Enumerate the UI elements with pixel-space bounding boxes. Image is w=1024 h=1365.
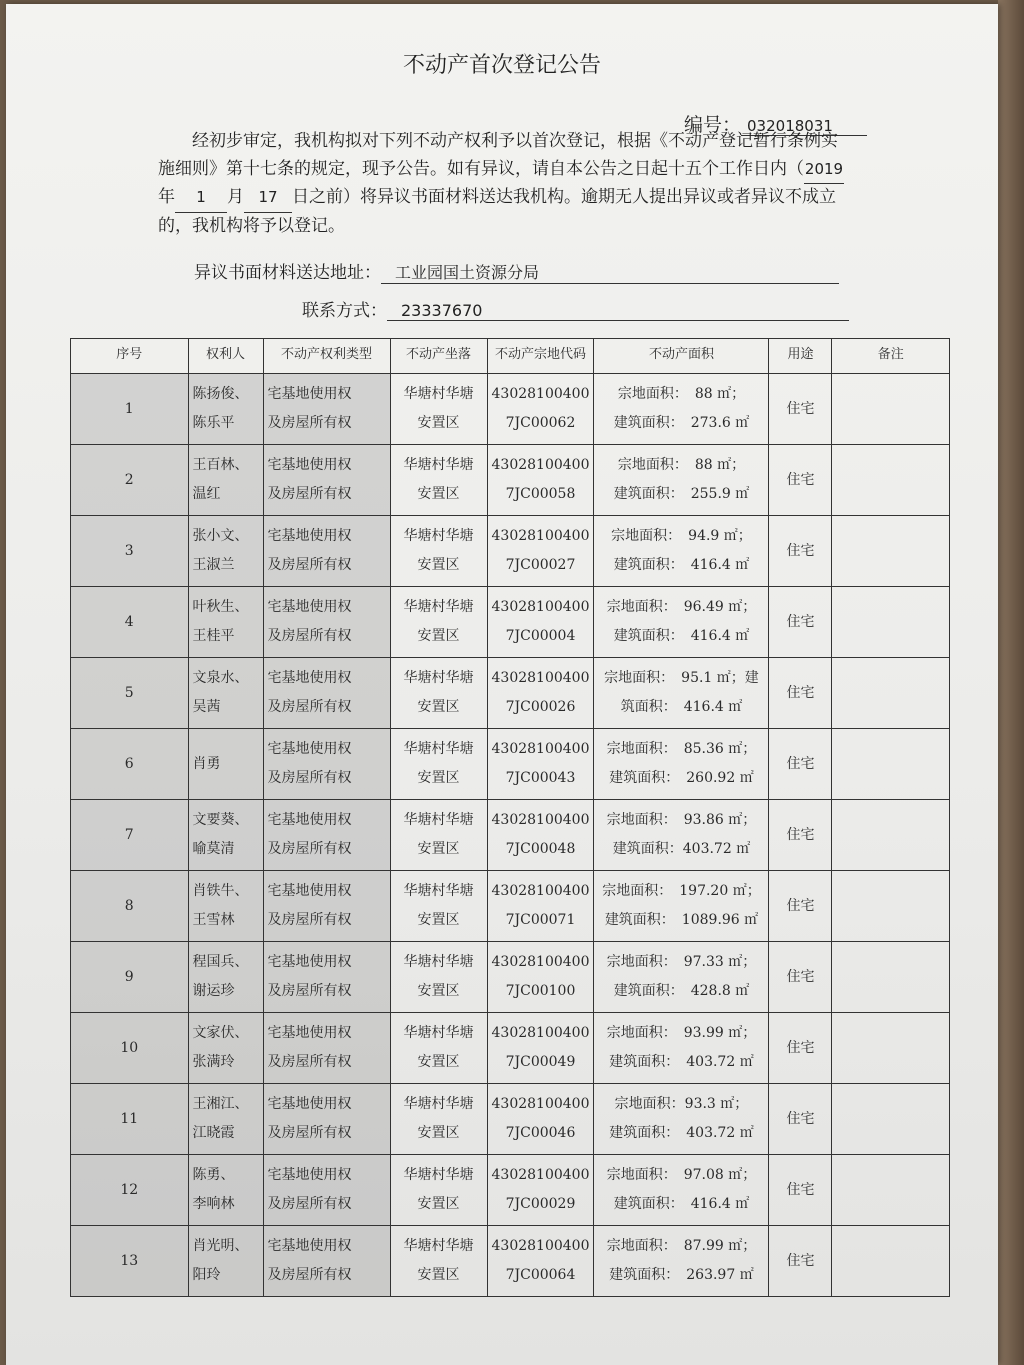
location-line-1: 华塘村华塘 bbox=[403, 1238, 474, 1254]
building-area: 建筑面积：403.72 ㎡ bbox=[612, 841, 751, 857]
owner-line-1: 陈勇、 bbox=[192, 1167, 235, 1183]
row-owner bbox=[188, 1155, 263, 1226]
table-row bbox=[71, 800, 950, 871]
table-row bbox=[71, 1226, 950, 1297]
location-line-2: 安置区 bbox=[417, 1267, 460, 1283]
code-line-2: 7JC00004 bbox=[505, 628, 576, 644]
code-line-2: 7JC00058 bbox=[505, 486, 576, 502]
location-line-2: 安置区 bbox=[417, 486, 460, 502]
type-line-1: 宅基地使用权 bbox=[267, 1238, 352, 1254]
building-area: 建筑面积： 263.97 ㎡ bbox=[609, 1267, 754, 1283]
para-line-2: 施细则》第十七条的规定，现予公告。如有异议，请自本公告之日起十五个工作日内（2019 bbox=[158, 156, 878, 185]
owner-line-1: 陈扬俊、 bbox=[192, 386, 249, 402]
land-area: 宗地面积： 88 ㎡； bbox=[617, 457, 746, 473]
row-note bbox=[832, 516, 950, 587]
type-line-1: 宅基地使用权 bbox=[267, 670, 352, 686]
row-right-type bbox=[263, 800, 390, 871]
building-area: 建筑面积： 255.9 ㎡ bbox=[613, 486, 750, 502]
row-area bbox=[594, 1155, 769, 1226]
owner-line-1: 肖勇 bbox=[192, 755, 221, 772]
code-line-1: 43028100400 bbox=[491, 457, 590, 473]
code-line-1: 43028100400 bbox=[491, 599, 590, 615]
building-area: 建筑面积： 273.6 ㎡ bbox=[613, 415, 750, 431]
location-line-1: 华塘村华塘 bbox=[403, 599, 474, 615]
code-line-2: 7JC00048 bbox=[505, 841, 576, 857]
header-location: 不动产坐落 bbox=[390, 339, 487, 374]
row-parcel-code bbox=[487, 800, 594, 871]
land-area: 宗地面积： 197.20 ㎡； bbox=[602, 883, 761, 899]
row-use: 住宅 bbox=[769, 587, 832, 658]
code-line-1: 43028100400 bbox=[491, 670, 590, 686]
row-owner bbox=[188, 729, 263, 800]
row-use: 住宅 bbox=[769, 1013, 832, 1084]
land-area: 宗地面积： 88 ㎡； bbox=[617, 386, 746, 402]
owner-line-2: 江晓霞 bbox=[192, 1125, 235, 1141]
row-location bbox=[390, 374, 487, 445]
row-use: 住宅 bbox=[769, 942, 832, 1013]
row-owner bbox=[188, 942, 263, 1013]
type-line-2: 及房屋所有权 bbox=[267, 983, 352, 999]
row-area bbox=[594, 871, 769, 942]
row-right-type bbox=[263, 516, 390, 587]
row-owner bbox=[188, 1226, 263, 1297]
building-area: 建筑面积： 416.4 ㎡ bbox=[613, 1196, 750, 1212]
deadline-month: 1 bbox=[175, 184, 227, 213]
location-line-1: 华塘村华塘 bbox=[403, 1025, 474, 1041]
row-note bbox=[832, 1155, 950, 1226]
type-line-1: 宅基地使用权 bbox=[267, 528, 352, 544]
row-owner bbox=[188, 1013, 263, 1084]
type-line-2: 及房屋所有权 bbox=[267, 1125, 352, 1141]
row-parcel-code bbox=[487, 1084, 594, 1155]
row-right-type bbox=[263, 1013, 390, 1084]
location-line-1: 华塘村华塘 bbox=[403, 1167, 474, 1183]
row-use: 住宅 bbox=[769, 729, 832, 800]
row-right-type bbox=[263, 942, 390, 1013]
row-location bbox=[390, 800, 487, 871]
row-seq: 3 bbox=[71, 516, 189, 587]
land-area: 宗地面积： 97.08 ㎡； bbox=[606, 1167, 757, 1183]
row-location bbox=[390, 1013, 487, 1084]
row-seq: 1 bbox=[71, 374, 189, 445]
table-header-row bbox=[71, 339, 950, 374]
row-note bbox=[832, 871, 950, 942]
contact-line bbox=[302, 296, 849, 321]
location-line-2: 安置区 bbox=[417, 557, 460, 573]
type-line-1: 宅基地使用权 bbox=[267, 1096, 352, 1112]
para-line-1: 经初步审定，我机构拟对下列不动产权利予以首次登记，根据《不动产登记暂行条例实 bbox=[192, 131, 838, 151]
row-right-type bbox=[263, 1226, 390, 1297]
owner-line-1: 王湘江、 bbox=[192, 1096, 249, 1112]
row-owner bbox=[188, 1084, 263, 1155]
building-area: 建筑面积： 416.4 ㎡ bbox=[613, 628, 750, 644]
owner-line-2: 王桂平 bbox=[192, 628, 235, 644]
deadline-year: 2019 bbox=[804, 156, 844, 185]
land-area: 宗地面积： 97.33 ㎡； bbox=[606, 954, 757, 970]
row-parcel-code bbox=[487, 1013, 594, 1084]
land-area: 宗地面积： 85.36 ㎡； bbox=[606, 741, 757, 757]
row-location bbox=[390, 445, 487, 516]
registration-table bbox=[70, 338, 950, 1297]
land-area: 宗地面积： 96.49 ㎡； bbox=[606, 599, 757, 615]
code-line-1: 43028100400 bbox=[491, 1025, 590, 1041]
building-area: 建筑面积： 403.72 ㎡ bbox=[609, 1125, 754, 1141]
para-line-3: 年 1 月 17 日之前）将异议书面材料送达我机构。逾期无人提出异议或者异议不成立 bbox=[158, 184, 878, 213]
row-area bbox=[594, 587, 769, 658]
owner-line-2: 王雪林 bbox=[192, 912, 235, 928]
row-owner bbox=[188, 658, 263, 729]
row-use: 住宅 bbox=[769, 871, 832, 942]
row-seq: 5 bbox=[71, 658, 189, 729]
location-line-1: 华塘村华塘 bbox=[403, 457, 474, 473]
location-line-2: 安置区 bbox=[417, 841, 460, 857]
land-area: 宗地面积： 93.99 ㎡； bbox=[606, 1025, 757, 1041]
type-line-2: 及房屋所有权 bbox=[267, 628, 352, 644]
table-row bbox=[71, 516, 950, 587]
land-area: 宗地面积： 94.9 ㎡； bbox=[611, 528, 752, 544]
type-line-2: 及房屋所有权 bbox=[267, 841, 352, 857]
type-line-2: 及房屋所有权 bbox=[267, 770, 352, 786]
location-line-1: 华塘村华塘 bbox=[403, 670, 474, 686]
location-line-2: 安置区 bbox=[417, 770, 460, 786]
row-area bbox=[594, 1013, 769, 1084]
code-line-2: 7JC00071 bbox=[505, 912, 576, 928]
row-use: 住宅 bbox=[769, 374, 832, 445]
row-use: 住宅 bbox=[769, 445, 832, 516]
row-use: 住宅 bbox=[769, 516, 832, 587]
code-line-2: 7JC00027 bbox=[505, 557, 576, 573]
owner-line-2: 阳玲 bbox=[192, 1267, 221, 1283]
type-line-1: 宅基地使用权 bbox=[267, 599, 352, 615]
code-line-2: 7JC00043 bbox=[505, 770, 576, 786]
address-value: 工业园国土资源分局 bbox=[381, 260, 839, 284]
header-type: 不动产权利类型 bbox=[263, 339, 390, 374]
row-area bbox=[594, 445, 769, 516]
type-line-1: 宅基地使用权 bbox=[267, 1025, 352, 1041]
row-right-type bbox=[263, 658, 390, 729]
type-line-1: 宅基地使用权 bbox=[267, 741, 352, 757]
code-line-2: 7JC00100 bbox=[505, 983, 576, 999]
owner-line-1: 文泉水、 bbox=[192, 670, 249, 686]
header-use: 用途 bbox=[769, 339, 832, 374]
row-use: 住宅 bbox=[769, 800, 832, 871]
row-right-type bbox=[263, 1084, 390, 1155]
code-line-2: 7JC00029 bbox=[505, 1196, 576, 1212]
table-row bbox=[71, 445, 950, 516]
type-line-1: 宅基地使用权 bbox=[267, 386, 352, 402]
contact-value: 23337670 bbox=[387, 301, 849, 321]
row-parcel-code bbox=[487, 516, 594, 587]
location-line-2: 安置区 bbox=[417, 415, 460, 431]
row-seq: 11 bbox=[71, 1084, 189, 1155]
row-location bbox=[390, 587, 487, 658]
location-line-2: 安置区 bbox=[417, 1196, 460, 1212]
row-seq: 4 bbox=[71, 587, 189, 658]
row-note bbox=[832, 800, 950, 871]
row-parcel-code bbox=[487, 1155, 594, 1226]
code-line-1: 43028100400 bbox=[491, 954, 590, 970]
notice-paragraph bbox=[158, 128, 878, 240]
row-right-type bbox=[263, 1155, 390, 1226]
type-line-2: 及房屋所有权 bbox=[267, 912, 352, 928]
address-label: 异议书面材料送达地址： bbox=[194, 263, 381, 283]
table-row bbox=[71, 658, 950, 729]
table-row bbox=[71, 871, 950, 942]
row-location bbox=[390, 516, 487, 587]
code-line-2: 7JC00046 bbox=[505, 1125, 576, 1141]
owner-line-1: 肖铁牛、 bbox=[192, 883, 249, 899]
row-parcel-code bbox=[487, 729, 594, 800]
row-parcel-code bbox=[487, 1226, 594, 1297]
row-location bbox=[390, 1155, 487, 1226]
type-line-2: 及房屋所有权 bbox=[267, 557, 352, 573]
building-area: 建筑面积： 1089.96 ㎡ bbox=[604, 912, 759, 928]
owner-line-1: 程国兵、 bbox=[192, 954, 249, 970]
table-row bbox=[71, 374, 950, 445]
location-line-2: 安置区 bbox=[417, 699, 460, 715]
row-seq: 9 bbox=[71, 942, 189, 1013]
row-area bbox=[594, 658, 769, 729]
location-line-2: 安置区 bbox=[417, 1054, 460, 1070]
location-line-2: 安置区 bbox=[417, 1125, 460, 1141]
owner-line-2: 谢运珍 bbox=[192, 983, 235, 999]
code-line-2: 7JC00049 bbox=[505, 1054, 576, 1070]
owner-line-2: 陈乐平 bbox=[192, 415, 235, 431]
row-area bbox=[594, 374, 769, 445]
type-line-2: 及房屋所有权 bbox=[267, 1054, 352, 1070]
code-line-1: 43028100400 bbox=[491, 812, 590, 828]
row-seq: 6 bbox=[71, 729, 189, 800]
row-seq: 7 bbox=[71, 800, 189, 871]
row-parcel-code bbox=[487, 445, 594, 516]
row-area bbox=[594, 800, 769, 871]
type-line-1: 宅基地使用权 bbox=[267, 457, 352, 473]
row-owner bbox=[188, 800, 263, 871]
row-area bbox=[594, 942, 769, 1013]
row-seq: 2 bbox=[71, 445, 189, 516]
header-owner: 权利人 bbox=[188, 339, 263, 374]
building-area: 建筑面积： 428.8 ㎡ bbox=[613, 983, 750, 999]
type-line-2: 及房屋所有权 bbox=[267, 486, 352, 502]
owner-line-2: 温红 bbox=[192, 486, 221, 502]
code-line-1: 43028100400 bbox=[491, 528, 590, 544]
code-line-1: 43028100400 bbox=[491, 1238, 590, 1254]
row-note bbox=[832, 445, 950, 516]
header-area: 不动产面积 bbox=[594, 339, 769, 374]
land-area: 宗地面积： 87.99 ㎡； bbox=[606, 1238, 757, 1254]
row-area bbox=[594, 729, 769, 800]
location-line-2: 安置区 bbox=[417, 912, 460, 928]
row-owner bbox=[188, 516, 263, 587]
table-row bbox=[71, 729, 950, 800]
background-edge bbox=[998, 0, 1024, 1365]
location-line-1: 华塘村华塘 bbox=[403, 954, 474, 970]
building-area: 建筑面积： 260.92 ㎡ bbox=[609, 770, 754, 786]
location-line-1: 华塘村华塘 bbox=[403, 528, 474, 544]
table-row bbox=[71, 1084, 950, 1155]
address-line bbox=[194, 258, 839, 284]
land-area: 宗地面积： 95.1 ㎡；建 bbox=[604, 670, 759, 686]
owner-line-2: 李响林 bbox=[192, 1196, 235, 1212]
row-note bbox=[832, 587, 950, 658]
header-seq: 序号 bbox=[71, 339, 189, 374]
owner-line-1: 文家伏、 bbox=[192, 1025, 249, 1041]
row-owner bbox=[188, 587, 263, 658]
row-right-type bbox=[263, 871, 390, 942]
land-area: 宗地面积： 93.86 ㎡； bbox=[606, 812, 757, 828]
para-line-4: 的，我机构将予以登记。 bbox=[158, 215, 345, 236]
type-line-2: 及房屋所有权 bbox=[267, 1267, 352, 1283]
owner-line-2: 吴茜 bbox=[192, 699, 221, 715]
code-line-1: 43028100400 bbox=[491, 883, 590, 899]
building-area: 建筑面积： 416.4 ㎡ bbox=[613, 557, 750, 573]
row-right-type bbox=[263, 374, 390, 445]
row-use: 住宅 bbox=[769, 1155, 832, 1226]
table-row bbox=[71, 1155, 950, 1226]
row-area bbox=[594, 1084, 769, 1155]
type-line-1: 宅基地使用权 bbox=[267, 1167, 352, 1183]
code-line-2: 7JC00064 bbox=[505, 1267, 576, 1283]
row-right-type bbox=[263, 729, 390, 800]
row-location bbox=[390, 658, 487, 729]
code-line-2: 7JC00026 bbox=[505, 699, 576, 715]
type-line-2: 及房屋所有权 bbox=[267, 699, 352, 715]
code-line-1: 43028100400 bbox=[491, 1167, 590, 1183]
row-note bbox=[832, 942, 950, 1013]
row-right-type bbox=[263, 587, 390, 658]
code-line-1: 43028100400 bbox=[491, 386, 590, 402]
row-location bbox=[390, 871, 487, 942]
location-line-2: 安置区 bbox=[417, 983, 460, 999]
document-page bbox=[6, 4, 998, 1365]
row-location bbox=[390, 729, 487, 800]
contact-label: 联系方式： bbox=[302, 301, 387, 321]
owner-line-1: 王百林、 bbox=[192, 457, 249, 473]
row-parcel-code bbox=[487, 658, 594, 729]
row-note bbox=[832, 658, 950, 729]
type-line-1: 宅基地使用权 bbox=[267, 954, 352, 970]
page-title: 不动产首次登记公告 bbox=[402, 53, 601, 78]
header-note: 备注 bbox=[832, 339, 950, 374]
row-note bbox=[832, 729, 950, 800]
table-row bbox=[71, 942, 950, 1013]
location-line-1: 华塘村华塘 bbox=[403, 741, 474, 757]
code-line-2: 7JC00062 bbox=[505, 415, 576, 431]
owner-line-2: 张满玲 bbox=[192, 1054, 235, 1070]
row-use: 住宅 bbox=[769, 1084, 832, 1155]
type-line-1: 宅基地使用权 bbox=[267, 883, 352, 899]
row-seq: 13 bbox=[71, 1226, 189, 1297]
location-line-1: 华塘村华塘 bbox=[403, 812, 474, 828]
row-use: 住宅 bbox=[769, 1226, 832, 1297]
row-note bbox=[832, 374, 950, 445]
header-code: 不动产宗地代码 bbox=[487, 339, 594, 374]
row-parcel-code bbox=[487, 587, 594, 658]
building-area: 建筑面积： 403.72 ㎡ bbox=[609, 1054, 754, 1070]
code-line-1: 43028100400 bbox=[491, 1096, 590, 1112]
row-seq: 12 bbox=[71, 1155, 189, 1226]
row-parcel-code bbox=[487, 871, 594, 942]
row-owner bbox=[188, 445, 263, 516]
land-area: 宗地面积：93.3 ㎡； bbox=[614, 1096, 749, 1112]
type-line-2: 及房屋所有权 bbox=[267, 415, 352, 431]
location-line-1: 华塘村华塘 bbox=[403, 386, 474, 402]
deadline-day: 17 bbox=[244, 184, 292, 213]
row-right-type bbox=[263, 445, 390, 516]
row-location bbox=[390, 1084, 487, 1155]
row-parcel-code bbox=[487, 374, 594, 445]
row-location bbox=[390, 1226, 487, 1297]
row-seq: 8 bbox=[71, 871, 189, 942]
row-note bbox=[832, 1226, 950, 1297]
row-area bbox=[594, 1226, 769, 1297]
row-note bbox=[832, 1013, 950, 1084]
notice-number-label: 编号： bbox=[684, 114, 742, 136]
row-owner bbox=[188, 374, 263, 445]
type-line-2: 及房屋所有权 bbox=[267, 1196, 352, 1212]
row-parcel-code bbox=[487, 942, 594, 1013]
owner-line-1: 文要葵、 bbox=[192, 812, 249, 828]
location-line-1: 华塘村华塘 bbox=[403, 883, 474, 899]
owner-line-2: 喻莫清 bbox=[192, 841, 235, 857]
location-line-1: 华塘村华塘 bbox=[403, 1096, 474, 1112]
row-seq: 10 bbox=[71, 1013, 189, 1084]
type-line-1: 宅基地使用权 bbox=[267, 812, 352, 828]
owner-line-1: 叶秋生、 bbox=[192, 599, 249, 615]
row-owner bbox=[188, 871, 263, 942]
row-location bbox=[390, 942, 487, 1013]
owner-line-1: 肖光明、 bbox=[192, 1238, 249, 1254]
row-note bbox=[832, 1084, 950, 1155]
owner-line-2: 王淑兰 bbox=[192, 557, 235, 573]
row-area bbox=[594, 516, 769, 587]
table-row bbox=[71, 1013, 950, 1084]
table-row bbox=[71, 587, 950, 658]
location-line-2: 安置区 bbox=[417, 628, 460, 644]
code-line-1: 43028100400 bbox=[491, 741, 590, 757]
row-use: 住宅 bbox=[769, 658, 832, 729]
notice-number-value: 032018031 bbox=[741, 117, 867, 136]
building-area: 筑面积： 416.4 ㎡ bbox=[620, 699, 743, 715]
owner-line-1: 张小文、 bbox=[192, 528, 249, 544]
